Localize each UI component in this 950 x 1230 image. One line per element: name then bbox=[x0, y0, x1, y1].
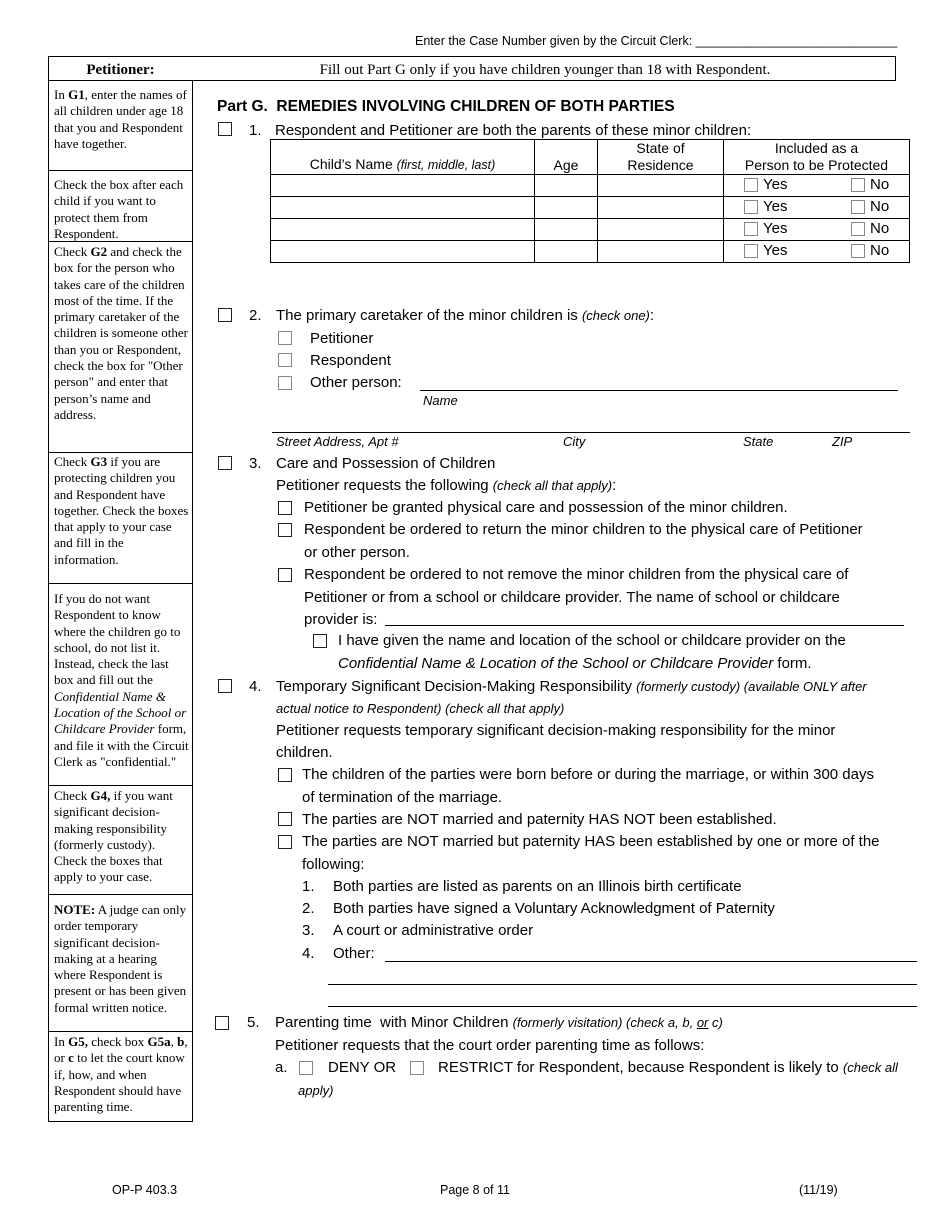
child-name-cell[interactable] bbox=[271, 197, 535, 219]
g3-opt4-text: I have given the name and location of the school or childcare provider on the bbox=[338, 632, 846, 649]
g2-name-label: Name bbox=[423, 393, 458, 408]
g2-address-label: Street Address, Apt # bbox=[276, 434, 399, 449]
g4-list-3: A court or administrative order bbox=[333, 922, 534, 939]
no-checkbox[interactable] bbox=[851, 222, 865, 236]
case-number-label: Enter the Case Number given by the Circuit Clerk: bbox=[415, 34, 696, 48]
col-child-name: Child’s Name (first, middle, last) bbox=[271, 140, 535, 175]
g3-provider-label: provider is: bbox=[304, 611, 378, 628]
g2-text: The primary caretaker of the minor children is (check one): bbox=[276, 307, 655, 324]
child-age-cell[interactable] bbox=[535, 197, 598, 219]
g5-restrict-checkbox[interactable] bbox=[410, 1061, 424, 1075]
g4-list-3-num: 3. bbox=[302, 922, 315, 939]
g1-text: Respondent and Petitioner are both the parents of these minor children: bbox=[275, 122, 752, 139]
g4-other-field[interactable] bbox=[385, 961, 917, 962]
g4-opt1-checkbox[interactable] bbox=[278, 768, 292, 782]
g5-title: Parenting time with Minor Children (formerly visitation) (check a, b, or c) bbox=[275, 1014, 723, 1031]
banner-instruction: Fill out Part G only if you have children younger than 18 with Respondent. bbox=[319, 62, 771, 78]
g3-opt3-checkbox[interactable] bbox=[278, 568, 292, 582]
no-checkbox[interactable] bbox=[851, 244, 865, 258]
g2-name-field[interactable] bbox=[420, 390, 898, 391]
yes-checkbox[interactable] bbox=[744, 244, 758, 258]
g4-list-1: Both parties are listed as parents on an Illinois birth certificate bbox=[333, 878, 742, 895]
case-number-field[interactable]: _____________________________ bbox=[695, 34, 898, 48]
g4-list-2: Both parties have signed a Voluntary Acknowledgment of Paternity bbox=[333, 900, 775, 917]
g4-opt3-text: The parties are NOT married but paternity HAS been established by one or more of the bbox=[302, 833, 880, 850]
g4-opt2-text: The parties are NOT married and paternity HAS NOT been established. bbox=[302, 811, 777, 828]
g4-opt2-checkbox[interactable] bbox=[278, 812, 292, 826]
footer-form-id: OP-P 403.3 bbox=[112, 1183, 178, 1197]
child-name-cell[interactable] bbox=[271, 175, 535, 197]
case-number-line bbox=[415, 32, 897, 50]
sidebar-note-g2: Check G2 and check the box for the person who takes care of the children most of the time. If the primary caretaker of the children is someone other than you or Respondent, check the box for "Other person" and enter that person’s name and address. bbox=[49, 244, 193, 453]
g1-number: 1. bbox=[249, 122, 262, 139]
child-age-cell[interactable] bbox=[535, 219, 598, 241]
g3-opt4-text-cont: Confidential Name & Location of the School or Childcare Provider form. bbox=[338, 655, 812, 672]
g4-other-field-2[interactable] bbox=[328, 984, 917, 985]
g2-other-label: Other person: bbox=[310, 374, 402, 391]
g4-list-4: Other: bbox=[333, 945, 375, 962]
g5-number: 5. bbox=[247, 1014, 260, 1031]
g4-request: Petitioner requests temporary significant decision-making responsibility for the minor bbox=[276, 722, 836, 739]
child-state-cell[interactable] bbox=[598, 175, 724, 197]
sidebar-note-g4: Check G4, if you want significant decision-making responsibility (formerly custody). Check the boxes that apply to your case. bbox=[49, 788, 193, 895]
col-state: State of Residence bbox=[598, 140, 724, 175]
g3-title: Care and Possession of Children bbox=[276, 455, 496, 472]
g3-number: 3. bbox=[249, 455, 262, 472]
g5-a-label: a. bbox=[275, 1059, 288, 1076]
sidebar-note-g1: In G1, enter the names of all children under age 18 that you and Respondent have together. bbox=[49, 87, 193, 171]
g3-opt1-text: Petitioner be granted physical care and possession of the minor children. bbox=[304, 499, 788, 516]
sidebar-note-confidential: If you do not want Respondent to know where the children go to school, do not list it. Instead, check the last box and fill out the Confidential Name & Location of the School or Childcare Provider form, and file it with the Circuit Clerk as "confidential." bbox=[49, 591, 193, 786]
g4-opt1-text-cont: of termination of the marriage. bbox=[302, 789, 503, 806]
child-name-cell[interactable] bbox=[271, 219, 535, 241]
g3-opt2-text: Respondent be ordered to return the minor children to the physical care of Petitioner bbox=[304, 521, 863, 538]
g4-number: 4. bbox=[249, 678, 262, 695]
sidebar bbox=[48, 81, 193, 1122]
g5-deny-label: DENY OR bbox=[328, 1059, 397, 1076]
footer-date: (11/19) bbox=[799, 1183, 838, 1197]
child-name-cell[interactable] bbox=[271, 241, 535, 263]
col-protected: Included as a Person to be Protected bbox=[724, 140, 910, 175]
g3-opt3-text: Respondent be ordered to not remove the minor children from the physical care of bbox=[304, 566, 849, 583]
g4-list-2-num: 2. bbox=[302, 900, 315, 917]
g4-title: Temporary Significant Decision-Making Responsibility (formerly custody) (available ONLY after bbox=[276, 678, 867, 695]
g4-title-hint-cont: actual notice to Respondent) (check all that apply) bbox=[276, 701, 565, 716]
g5-restrict-label: RESTRICT for Respondent, because Respondent is likely to (check all bbox=[438, 1059, 898, 1076]
g4-opt1-text: The children of the parties were born before or during the marriage, or within 300 days bbox=[302, 766, 874, 783]
g2-petitioner-label: Petitioner bbox=[310, 330, 374, 347]
g2-checkbox[interactable] bbox=[218, 308, 232, 322]
g5-restrict-hint-cont: apply) bbox=[298, 1083, 334, 1098]
g4-request-cont: children. bbox=[276, 744, 333, 761]
yes-checkbox[interactable] bbox=[744, 178, 758, 192]
g4-list-1-num: 1. bbox=[302, 878, 315, 895]
g2-other-checkbox[interactable] bbox=[278, 376, 292, 390]
g4-opt3-text-cont: following: bbox=[302, 856, 365, 873]
g2-zip-label: ZIP bbox=[832, 434, 853, 449]
sidebar-note-protect: Check the box after each child if you want to protect them from Respondent. bbox=[49, 177, 193, 242]
g3-opt1-checkbox[interactable] bbox=[278, 501, 292, 515]
g5-checkbox[interactable] bbox=[215, 1016, 229, 1030]
table-row: Yes No bbox=[271, 175, 910, 197]
g2-number: 2. bbox=[249, 307, 262, 324]
yes-checkbox[interactable] bbox=[744, 222, 758, 236]
g4-opt3-checkbox[interactable] bbox=[278, 835, 292, 849]
g2-petitioner-checkbox[interactable] bbox=[278, 331, 292, 345]
g5-request: Petitioner requests that the court order parenting time as follows: bbox=[275, 1037, 705, 1054]
g3-opt2-text-cont: or other person. bbox=[304, 544, 410, 561]
children-table bbox=[270, 139, 910, 263]
table-row: Yes No bbox=[271, 219, 910, 241]
table-row: Yes No bbox=[271, 241, 910, 263]
g4-other-field-3[interactable] bbox=[328, 1006, 917, 1007]
g5-deny-checkbox[interactable] bbox=[299, 1061, 313, 1075]
g3-opt4-checkbox[interactable] bbox=[313, 634, 327, 648]
g4-list-4-num: 4. bbox=[302, 945, 315, 962]
g2-respondent-label: Respondent bbox=[310, 352, 391, 369]
col-age: Age bbox=[535, 140, 598, 175]
footer-page: Page 8 of 11 bbox=[440, 1183, 510, 1197]
child-state-cell[interactable] bbox=[598, 197, 724, 219]
g3-request: Petitioner requests the following (check all that apply): bbox=[276, 477, 617, 494]
g3-checkbox[interactable] bbox=[218, 456, 232, 470]
part-title: Part G. REMEDIES INVOLVING CHILDREN OF BOTH PARTIES bbox=[217, 98, 675, 115]
no-checkbox[interactable] bbox=[851, 200, 865, 214]
child-state-cell[interactable] bbox=[598, 219, 724, 241]
g3-opt2-checkbox[interactable] bbox=[278, 523, 292, 537]
yes-checkbox[interactable] bbox=[744, 200, 758, 214]
sidebar-note-g3: Check G3 if you are protecting children you and Respondent have together. Check the boxes that apply to your case and fill in the information. bbox=[49, 454, 193, 584]
g4-checkbox[interactable] bbox=[218, 679, 232, 693]
sidebar-note-g5: In G5, check box G5a, b, or c to let the court know if, how, and when Respondent should have parenting time. bbox=[49, 1034, 193, 1122]
g3-opt3-text-cont: Petitioner or from a school or childcare provider. The name of school or childcare bbox=[304, 589, 840, 606]
g3-provider-field[interactable] bbox=[385, 625, 904, 626]
banner-petitioner: Petitioner: bbox=[86, 62, 155, 78]
g2-city-label: City bbox=[563, 434, 586, 449]
child-age-cell[interactable] bbox=[535, 241, 598, 263]
sidebar-note-judge: NOTE: A judge can only order temporary significant decision-making at a hearing where Respondent is present or has been given formal written notice. bbox=[49, 902, 193, 1032]
g2-respondent-checkbox[interactable] bbox=[278, 353, 292, 367]
table-row: Yes No bbox=[271, 197, 910, 219]
g2-state-label: State bbox=[743, 434, 774, 449]
child-age-cell[interactable] bbox=[535, 175, 598, 197]
no-checkbox[interactable] bbox=[851, 178, 865, 192]
g1-checkbox[interactable] bbox=[218, 122, 232, 136]
child-state-cell[interactable] bbox=[598, 241, 724, 263]
